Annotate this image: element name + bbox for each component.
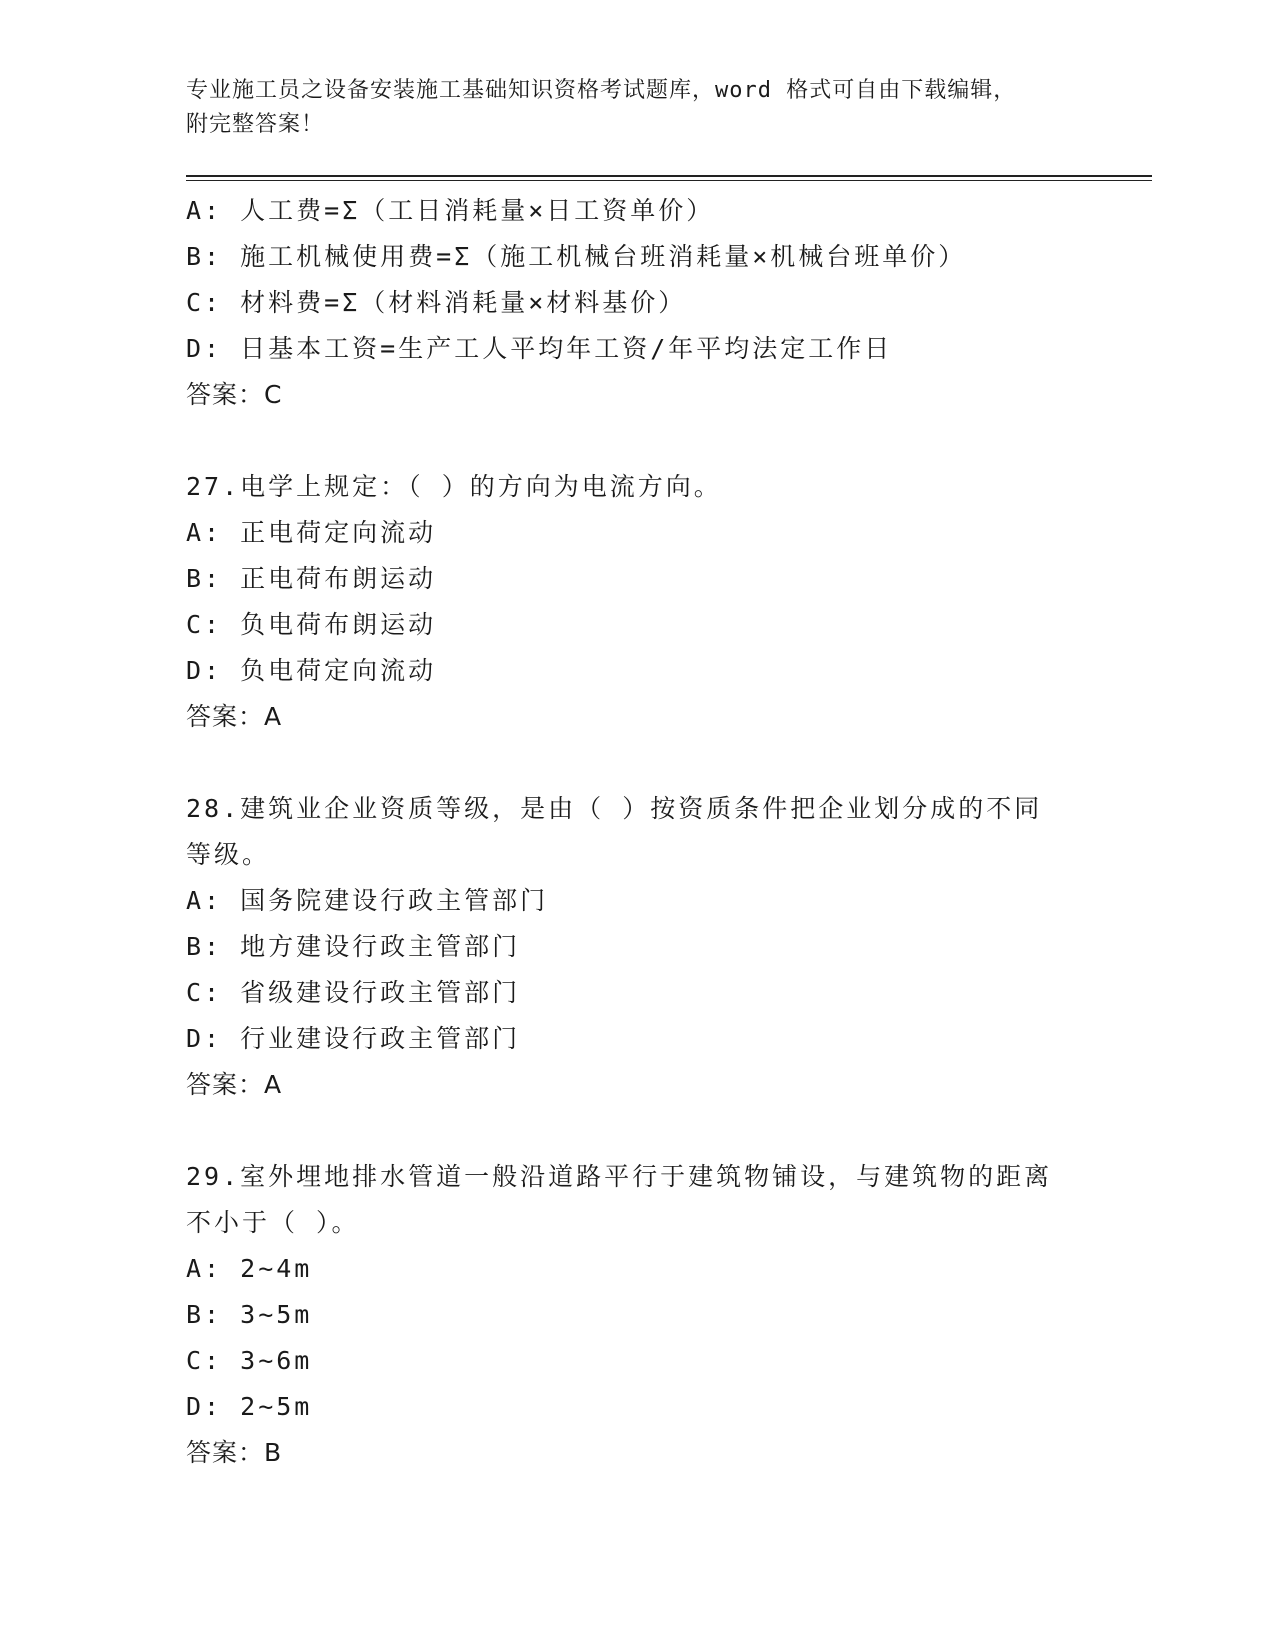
answer-label: 答案：C — [186, 380, 283, 409]
option-d: D: 负电荷定向流动 — [186, 656, 437, 685]
option-d: D: 2~5m — [186, 1392, 313, 1421]
option-c: C: 材料费=Σ（材料消耗量×材料基价） — [186, 288, 687, 317]
question-block-29 — [186, 1154, 1086, 1476]
option-c: C: 负电荷布朗运动 — [186, 610, 437, 639]
answer-label: 答案：B — [186, 1438, 283, 1467]
option-a: A: 正电荷定向流动 — [186, 518, 437, 547]
option-d: D: 行业建设行政主管部门 — [186, 1024, 521, 1053]
option-b: B: 3~5m — [186, 1300, 313, 1329]
question-text-line-1: 29.室外埋地排水管道一般沿道路平行于建筑物铺设，与建筑物的距离 — [186, 1162, 1053, 1191]
option-c: C: 3~6m — [186, 1346, 313, 1375]
option-a: A: 国务院建设行政主管部门 — [186, 886, 549, 915]
question-block-28 — [186, 786, 1086, 1108]
question-text: 27.电学上规定：（ ）的方向为电流方向。 — [186, 472, 722, 501]
answer-label: 答案：A — [186, 1070, 283, 1099]
header-divider-thick — [186, 175, 1152, 177]
option-a: A: 人工费=Σ（工日消耗量×日工资单价） — [186, 196, 715, 225]
header-line-1: 专业施工员之设备安装施工基础知识资格考试题库，word 格式可自由下载编辑， — [186, 78, 1017, 103]
spacer — [186, 418, 1086, 464]
option-b: B: 施工机械使用费=Σ（施工机械台班消耗量×机械台班单价） — [186, 242, 967, 271]
spacer — [186, 1108, 1086, 1154]
spacer — [186, 740, 1086, 786]
document-header — [186, 74, 1086, 142]
option-d: D: 日基本工资=生产工人平均年工资/年平均法定工作日 — [186, 334, 893, 363]
question-list — [186, 188, 1086, 1476]
question-text-line-2: 不小于（ ）。 — [186, 1208, 360, 1237]
option-b: B: 地方建设行政主管部门 — [186, 932, 521, 961]
option-b: B: 正电荷布朗运动 — [186, 564, 437, 593]
option-c: C: 省级建设行政主管部门 — [186, 978, 521, 1007]
answer-label: 答案：A — [186, 702, 283, 731]
question-text-line-2: 等级。 — [186, 840, 271, 869]
option-a: A: 2~4m — [186, 1254, 313, 1283]
header-line-2: 附完整答案！ — [186, 112, 325, 137]
question-block-partial — [186, 188, 1086, 418]
header-divider-thin — [186, 180, 1152, 181]
question-block-27 — [186, 464, 1086, 740]
question-text-line-1: 28.建筑业企业资质等级，是由（ ）按资质条件把企业划分成的不同 — [186, 794, 1043, 823]
